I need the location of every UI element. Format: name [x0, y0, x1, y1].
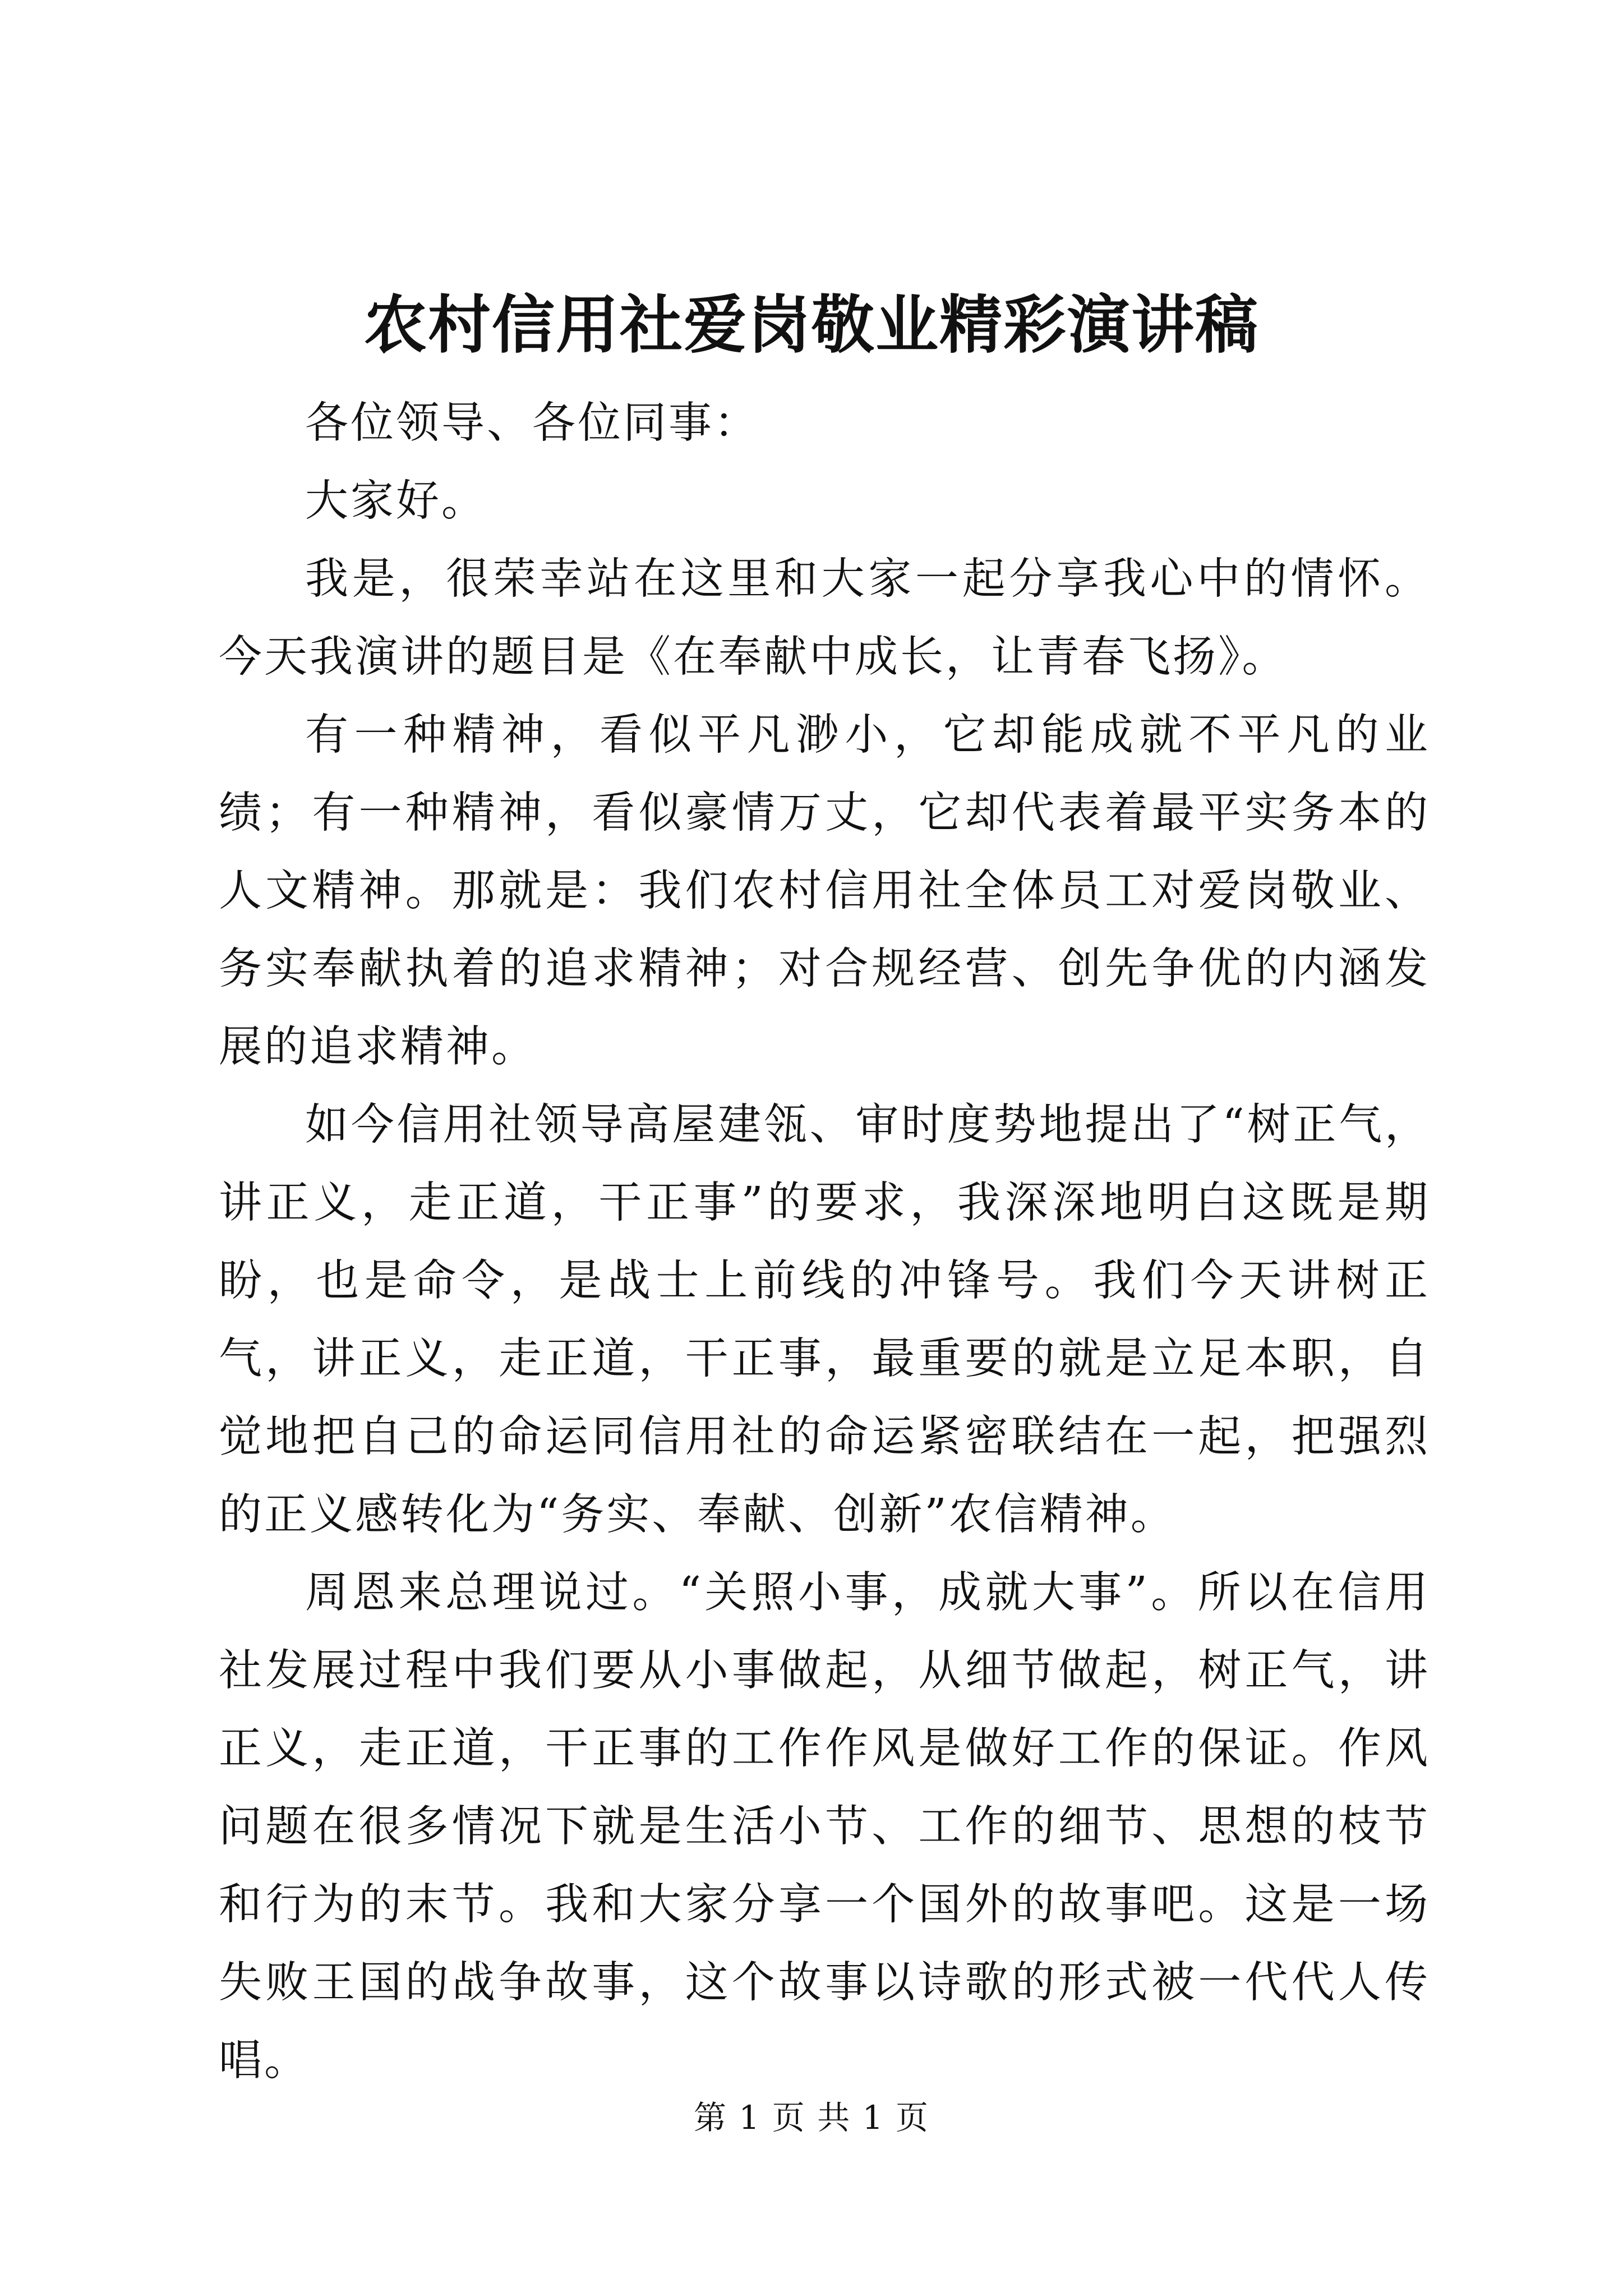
greeting-paragraph: 大家好。: [305, 476, 487, 526]
document-title: 农村信用社爱岗敬业精彩演讲稿: [364, 288, 1259, 362]
salutation-paragraph: 各位领导、各位同事：: [305, 398, 759, 448]
body-paragraph: 我是，很荣幸站在这里和大家一起分享我心中的情怀。今天我演讲的题目是《在奉献中成长，让青春飞扬》。: [219, 554, 1430, 682]
page-footer: 第 1 页 共 1 页: [694, 2099, 929, 2137]
body-paragraph: 如今信用社领导高屋建瓴、审时度势地提出了“树正气，讲正义，走正道，干正事”的要求，我深深地明白这既是期盼，也是命令，是战士上前线的冲锋号。我们今天讲树正气，讲正义，走正道，干正事，最重要的就是立足本职，自觉地把自己的命运同信用社的命运紧密联结在一起，把强烈的正义感转化为“务实、奉献、创新”农信精神。: [219, 1100, 1430, 1540]
body-paragraph: 有一种精神，看似平凡渺小，它却能成就不平凡的业绩；有一种精神，看似豪情万丈，它却代表着最平实务本的人文精神。那就是：我们农村信用社全体员工对爱岗敬业、务实奉献执着的追求精神；对合规经营、创先争优的内涵发展的追求精神。: [219, 710, 1430, 1072]
body-paragraph: 周恩来总理说过。“关照小事，成就大事”。所以在信用社发展过程中我们要从小事做起，从细节做起，树正气，讲正义，走正道，干正事的工作作风是做好工作的保证。作风问题在很多情况下就是生活小节、工作的细节、思想的枝节和行为的末节。我和大家分享一个国外的故事吧。这是一场失败王国的战争故事，这个故事以诗歌的形式被一代代人传唱。: [219, 1568, 1430, 2086]
document-body: [219, 384, 1430, 2100]
